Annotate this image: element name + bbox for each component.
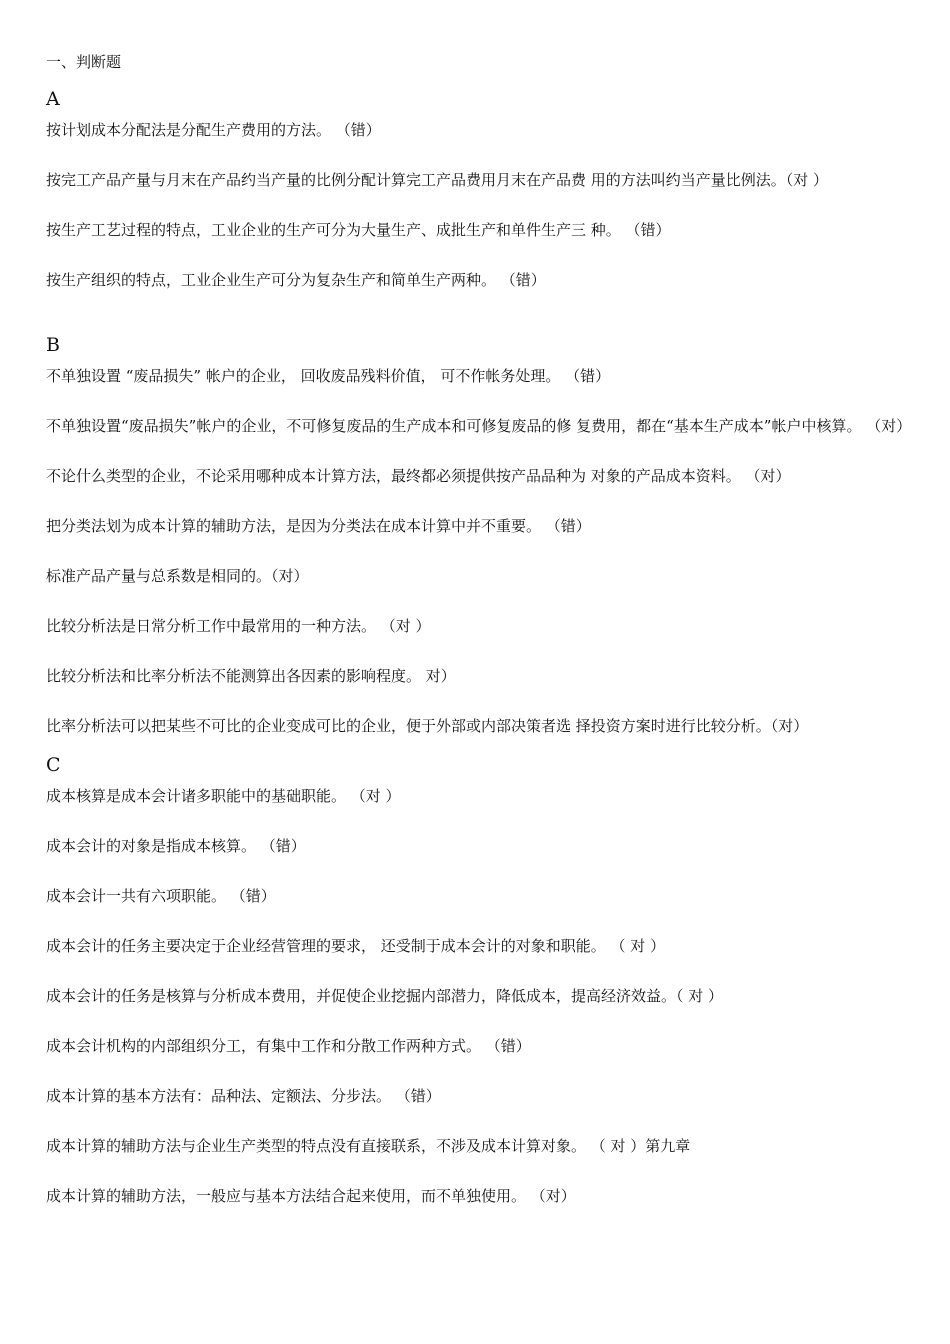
group-letter-b: B <box>46 334 60 356</box>
list-item: 成本会计一共有六项职能。 （错） <box>46 887 276 905</box>
section-title: 一、判断题 <box>46 53 122 71</box>
group-letter-c: C <box>46 754 61 776</box>
list-item: 不论什么类型的企业，不论采用哪种成本计算方法，最终都必须提供按产品品种为 对象的产品成本资料。 （对） <box>46 467 791 485</box>
list-item: 按完工产品产量与月末在产品约当产量的比例分配计算完工产品费用月末在产品费 用的方法叫约当产量比例法。（对 ） <box>46 171 829 189</box>
list-item: 成本核算是成本会计诸多职能中的基础职能。 （对 ） <box>46 787 401 805</box>
list-item: 成本会计的任务是核算与分析成本费用，并促使企业挖掘内部潜力，降低成本，提高经济效益。（ 对 ） <box>46 987 724 1005</box>
list-item: 把分类法划为成本计算的辅助方法，是因为分类法在成本计算中并不重要。 （错） <box>46 517 591 535</box>
list-item: 成本会计的任务主要决定于企业经营管理的要求， 还受制于成本会计的对象和职能。 （ 对 ） <box>46 937 666 955</box>
list-item: 不单独设置 “废品损失” 帐户的企业， 回收废品残料价值， 可不作帐务处理。 （错） <box>46 367 611 385</box>
list-item: 成本计算的辅助方法，一般应与基本方法结合起来使用，而不单独使用。 （对） <box>46 1187 576 1205</box>
list-item: 按生产工艺过程的特点，工业企业的生产可分为大量生产、成批生产和单件生产三 种。 （错） <box>46 221 671 239</box>
list-item: 成本计算的辅助方法与企业生产类型的特点没有直接联系，不涉及成本计算对象。 （ 对 ）第九章 <box>46 1137 691 1155</box>
list-item: 成本计算的基本方法有：品种法、定额法、分步法。 （错） <box>46 1087 441 1105</box>
group-letter-a: A <box>46 88 60 110</box>
list-item: 比率分析法可以把某些不可比的企业变成可比的企业，便于外部或内部决策者选 择投资方案时进行比较分析。（对） <box>46 717 809 735</box>
list-item: 比较分析法和比率分析法不能测算出各因素的影响程度。 对） <box>46 667 456 685</box>
list-item: 成本会计机构的内部组织分工，有集中工作和分散工作两种方式。 （错） <box>46 1037 531 1055</box>
list-item: 按生产组织的特点，工业企业生产可分为复杂生产和简单生产两种。 （错） <box>46 271 546 289</box>
list-item: 不单独设置“废品损失”帐户的企业，不可修复废品的生产成本和可修复废品的修 复费用，都在“基本生产成本”帐户中核算。 （对） <box>46 417 912 435</box>
document-page <box>46 50 912 1208</box>
list-item: 成本会计的对象是指成本核算。 （错） <box>46 837 306 855</box>
list-item: 标准产品产量与总系数是相同的。（对） <box>46 567 309 585</box>
list-item: 按计划成本分配法是分配生产费用的方法。 （错） <box>46 121 381 139</box>
list-item: 比较分析法是日常分析工作中最常用的一种方法。 （对 ） <box>46 617 431 635</box>
